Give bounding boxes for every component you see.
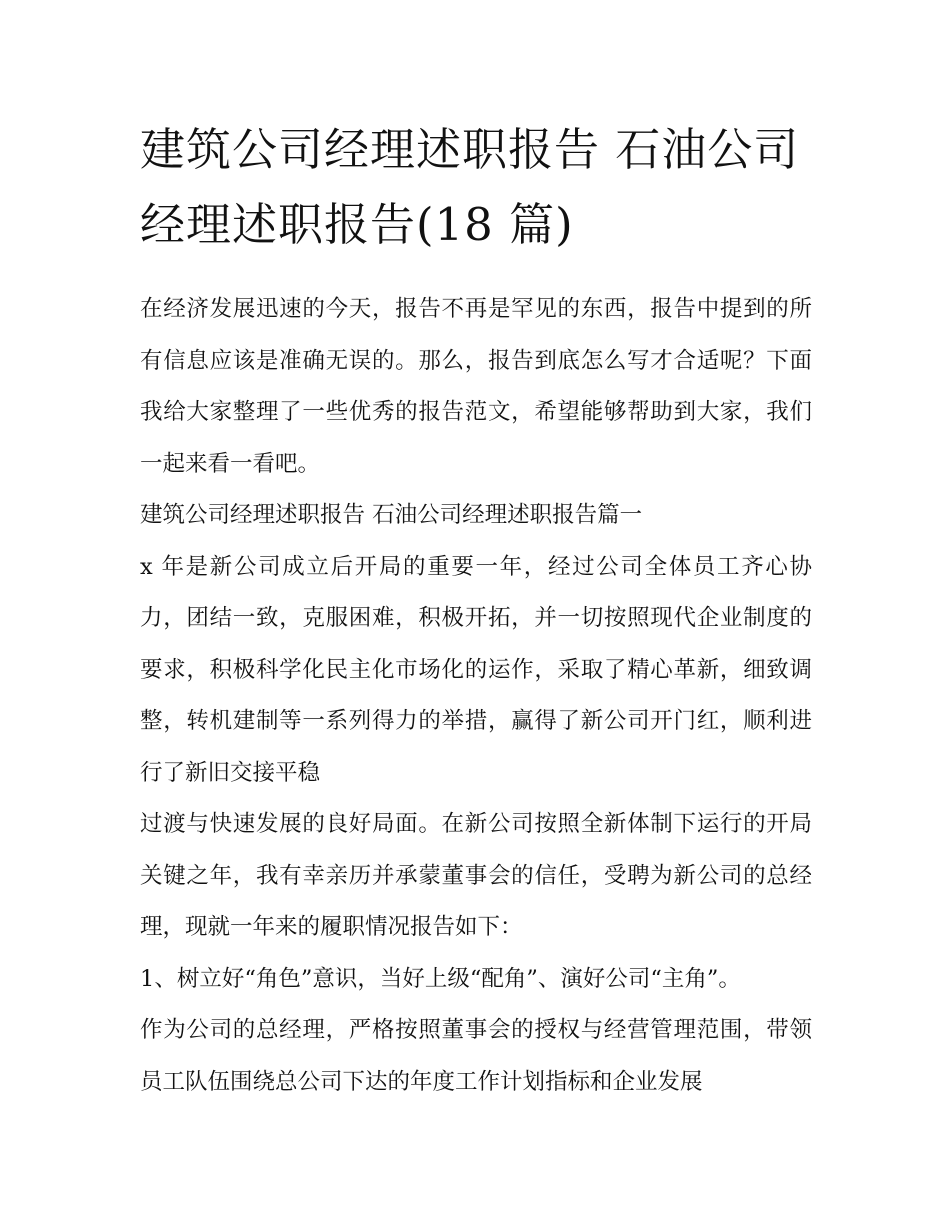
document-title: 建筑公司经理述职报告 石油公司经理述职报告(18 篇): [140, 123, 800, 251]
document-page: [140, 112, 812, 1108]
paragraph: 过渡与快速发展的良好局面。在新公司按照全新体制下运行的开局关键之年，我有幸亲历并承蒙董事会的信任，受聘为新公司的总经理，现就一年来的履职情况报告如下：: [140, 811, 812, 940]
document-body: [140, 284, 812, 1108]
paragraph: x 年是新公司成立后开局的重要一年，经过公司全体员工齐心协力，团结一致，克服困难，积极开拓，并一切按照现代企业制度的要求，积极科学化民主化市场化的运作，采取了精心革新，细致调整，转机建制等一系列得力的举措，赢得了新公司开门红，顺利进行了新旧交接平稳: [140, 553, 812, 786]
paragraph-intro: 在经济发展迅速的今天，报告不再是罕见的东西，报告中提到的所有信息应该是准确无误的。那么，报告到底怎么写才合适呢？下面我给大家整理了一些优秀的报告范文，希望能够帮助到大家，我们一起来看一看吧。: [140, 296, 812, 477]
paragraph: 作为公司的总经理，严格按照董事会的授权与经营管理范围，带领员工队伍围绕总公司下达的年度工作计划指标和企业发展: [140, 1017, 812, 1095]
list-item-heading: 1、树立好“角色”意识，当好上级“配角”、演好公司“主角”。: [140, 965, 741, 992]
section-heading: 建筑公司经理述职报告 石油公司经理述职报告篇一: [140, 502, 643, 528]
